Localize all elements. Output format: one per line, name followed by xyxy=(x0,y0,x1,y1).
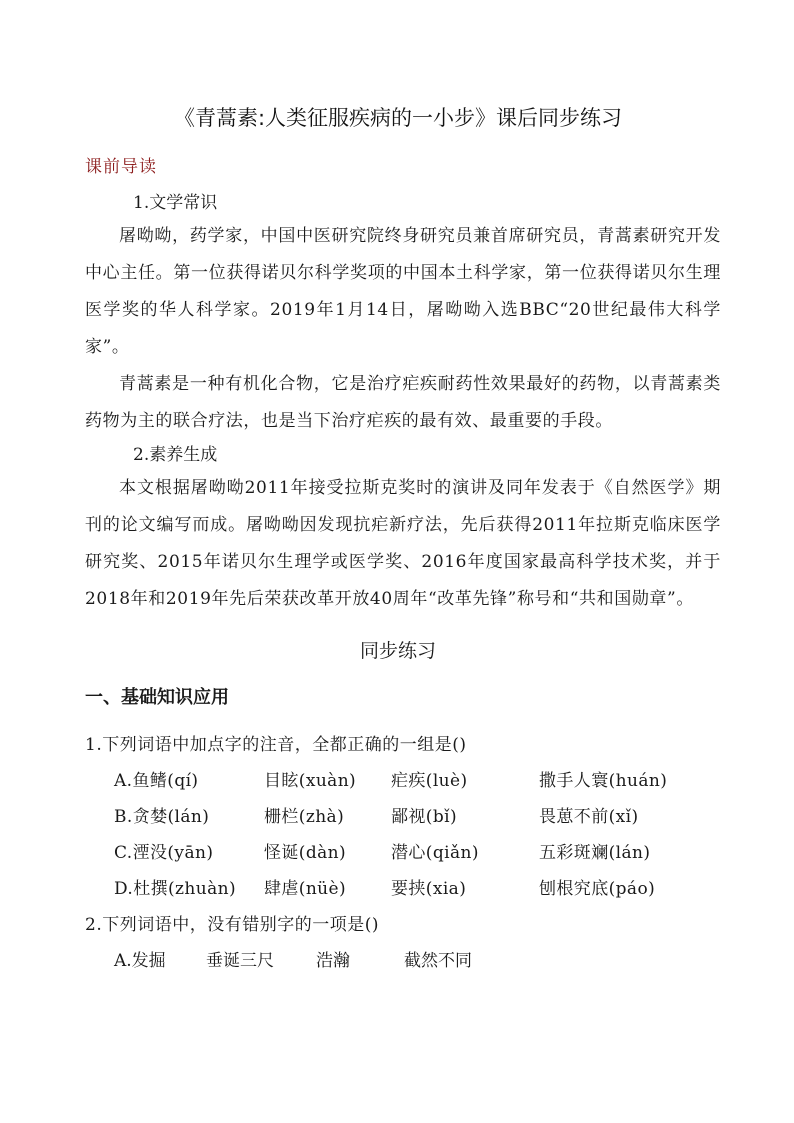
practice-heading: 同步练习 xyxy=(359,640,436,662)
q1-option-c-word1: C.湮没(yān) xyxy=(114,843,214,863)
literary-knowledge-subheading: 1.文学常识 xyxy=(133,193,218,213)
q1-option-row xyxy=(85,835,794,871)
document-title: 《青蒿素:人类征服疾病的一小步》课后同步练习 xyxy=(173,106,623,130)
q1-option-a-word2: 目眩(xuàn) xyxy=(264,771,357,791)
q1-option-d-word3: 要挟(xia) xyxy=(391,879,467,899)
q1-option-c-word4: 五彩斑斓(lán) xyxy=(539,843,651,863)
q1-option-row xyxy=(85,871,794,907)
q1-option-row xyxy=(85,799,794,835)
article-background-paragraph: 本文根据屠呦呦2011年接受拉斯克奖时的演讲及同年发表于《自然医学》期刊的论文编写而成。屠呦呦因发现抗疟新疗法，先后获得2011年拉斯克临床医学研究奖、2015年诺贝尔生理学或医学奖、2016年度国家最高科学技术奖，并于2018年和2019年先后荣获改革开放40周年“改革先锋”称号和“共和国勋章”。 xyxy=(85,478,721,609)
q1-option-b-word3: 鄙视(bǐ) xyxy=(391,807,457,827)
q1-option-row xyxy=(85,763,794,799)
q1-option-b-word2: 栅栏(zhà) xyxy=(264,807,345,827)
q1-option-a-word1: A.鱼鳍(qí) xyxy=(114,771,199,791)
q1-option-d-word1: D.杜撰(zhuàn) xyxy=(114,879,237,899)
q2-option-a-word4: 截然不同 xyxy=(404,951,472,971)
q1-option-c-word3: 潜心(qiǎn) xyxy=(391,843,479,863)
q1-option-d-word2: 肆虐(nüè) xyxy=(264,879,347,899)
q1-option-a-word4: 撒手人寰(huán) xyxy=(539,771,668,791)
q2-option-row xyxy=(85,943,794,979)
pre-reading-heading: 课前导读 xyxy=(85,157,157,177)
q2-option-a-word3: 浩瀚 xyxy=(316,951,350,971)
question-1-stem: 1.下列词语中加点字的注音，全都正确的一组是() xyxy=(85,735,467,755)
artemisinin-intro-paragraph: 青蒿素是一种有机化合物，它是治疗疟疾耐药性效果最好的药物，以青蒿素类药物为主的联合疗法，也是当下治疗疟疾的最有效、最重要的手段。 xyxy=(85,374,721,431)
q1-option-a-word3: 疟疾(luè) xyxy=(391,771,468,791)
author-intro-paragraph: 屠呦呦，药学家，中国中医研究院终身研究员兼首席研究员，青蒿素研究开发中心主任。第一位获得诺贝尔科学奖项的中国本土科学家，第一位获得诺贝尔生理医学奖的华人科学家。2019年1月14日，屠呦呦入选BBC“20世纪最伟大科学家”。 xyxy=(85,226,721,357)
literacy-subheading: 2.素养生成 xyxy=(133,445,218,465)
q1-option-c-word2: 怪诞(dàn) xyxy=(264,843,347,863)
part-one-heading: 一、基础知识应用 xyxy=(85,687,229,708)
q1-option-d-word4: 刨根究底(páo) xyxy=(539,879,656,899)
question-2-stem: 2.下列词语中，没有错别字的一项是() xyxy=(85,915,379,935)
q1-option-b-word1: B.贪婪(lán) xyxy=(114,807,210,827)
q2-option-a-word1: A.发掘 xyxy=(114,951,166,971)
q2-option-a-word2: 垂诞三尺 xyxy=(206,951,274,971)
q1-option-b-word4: 畏葸不前(xǐ) xyxy=(539,807,639,827)
